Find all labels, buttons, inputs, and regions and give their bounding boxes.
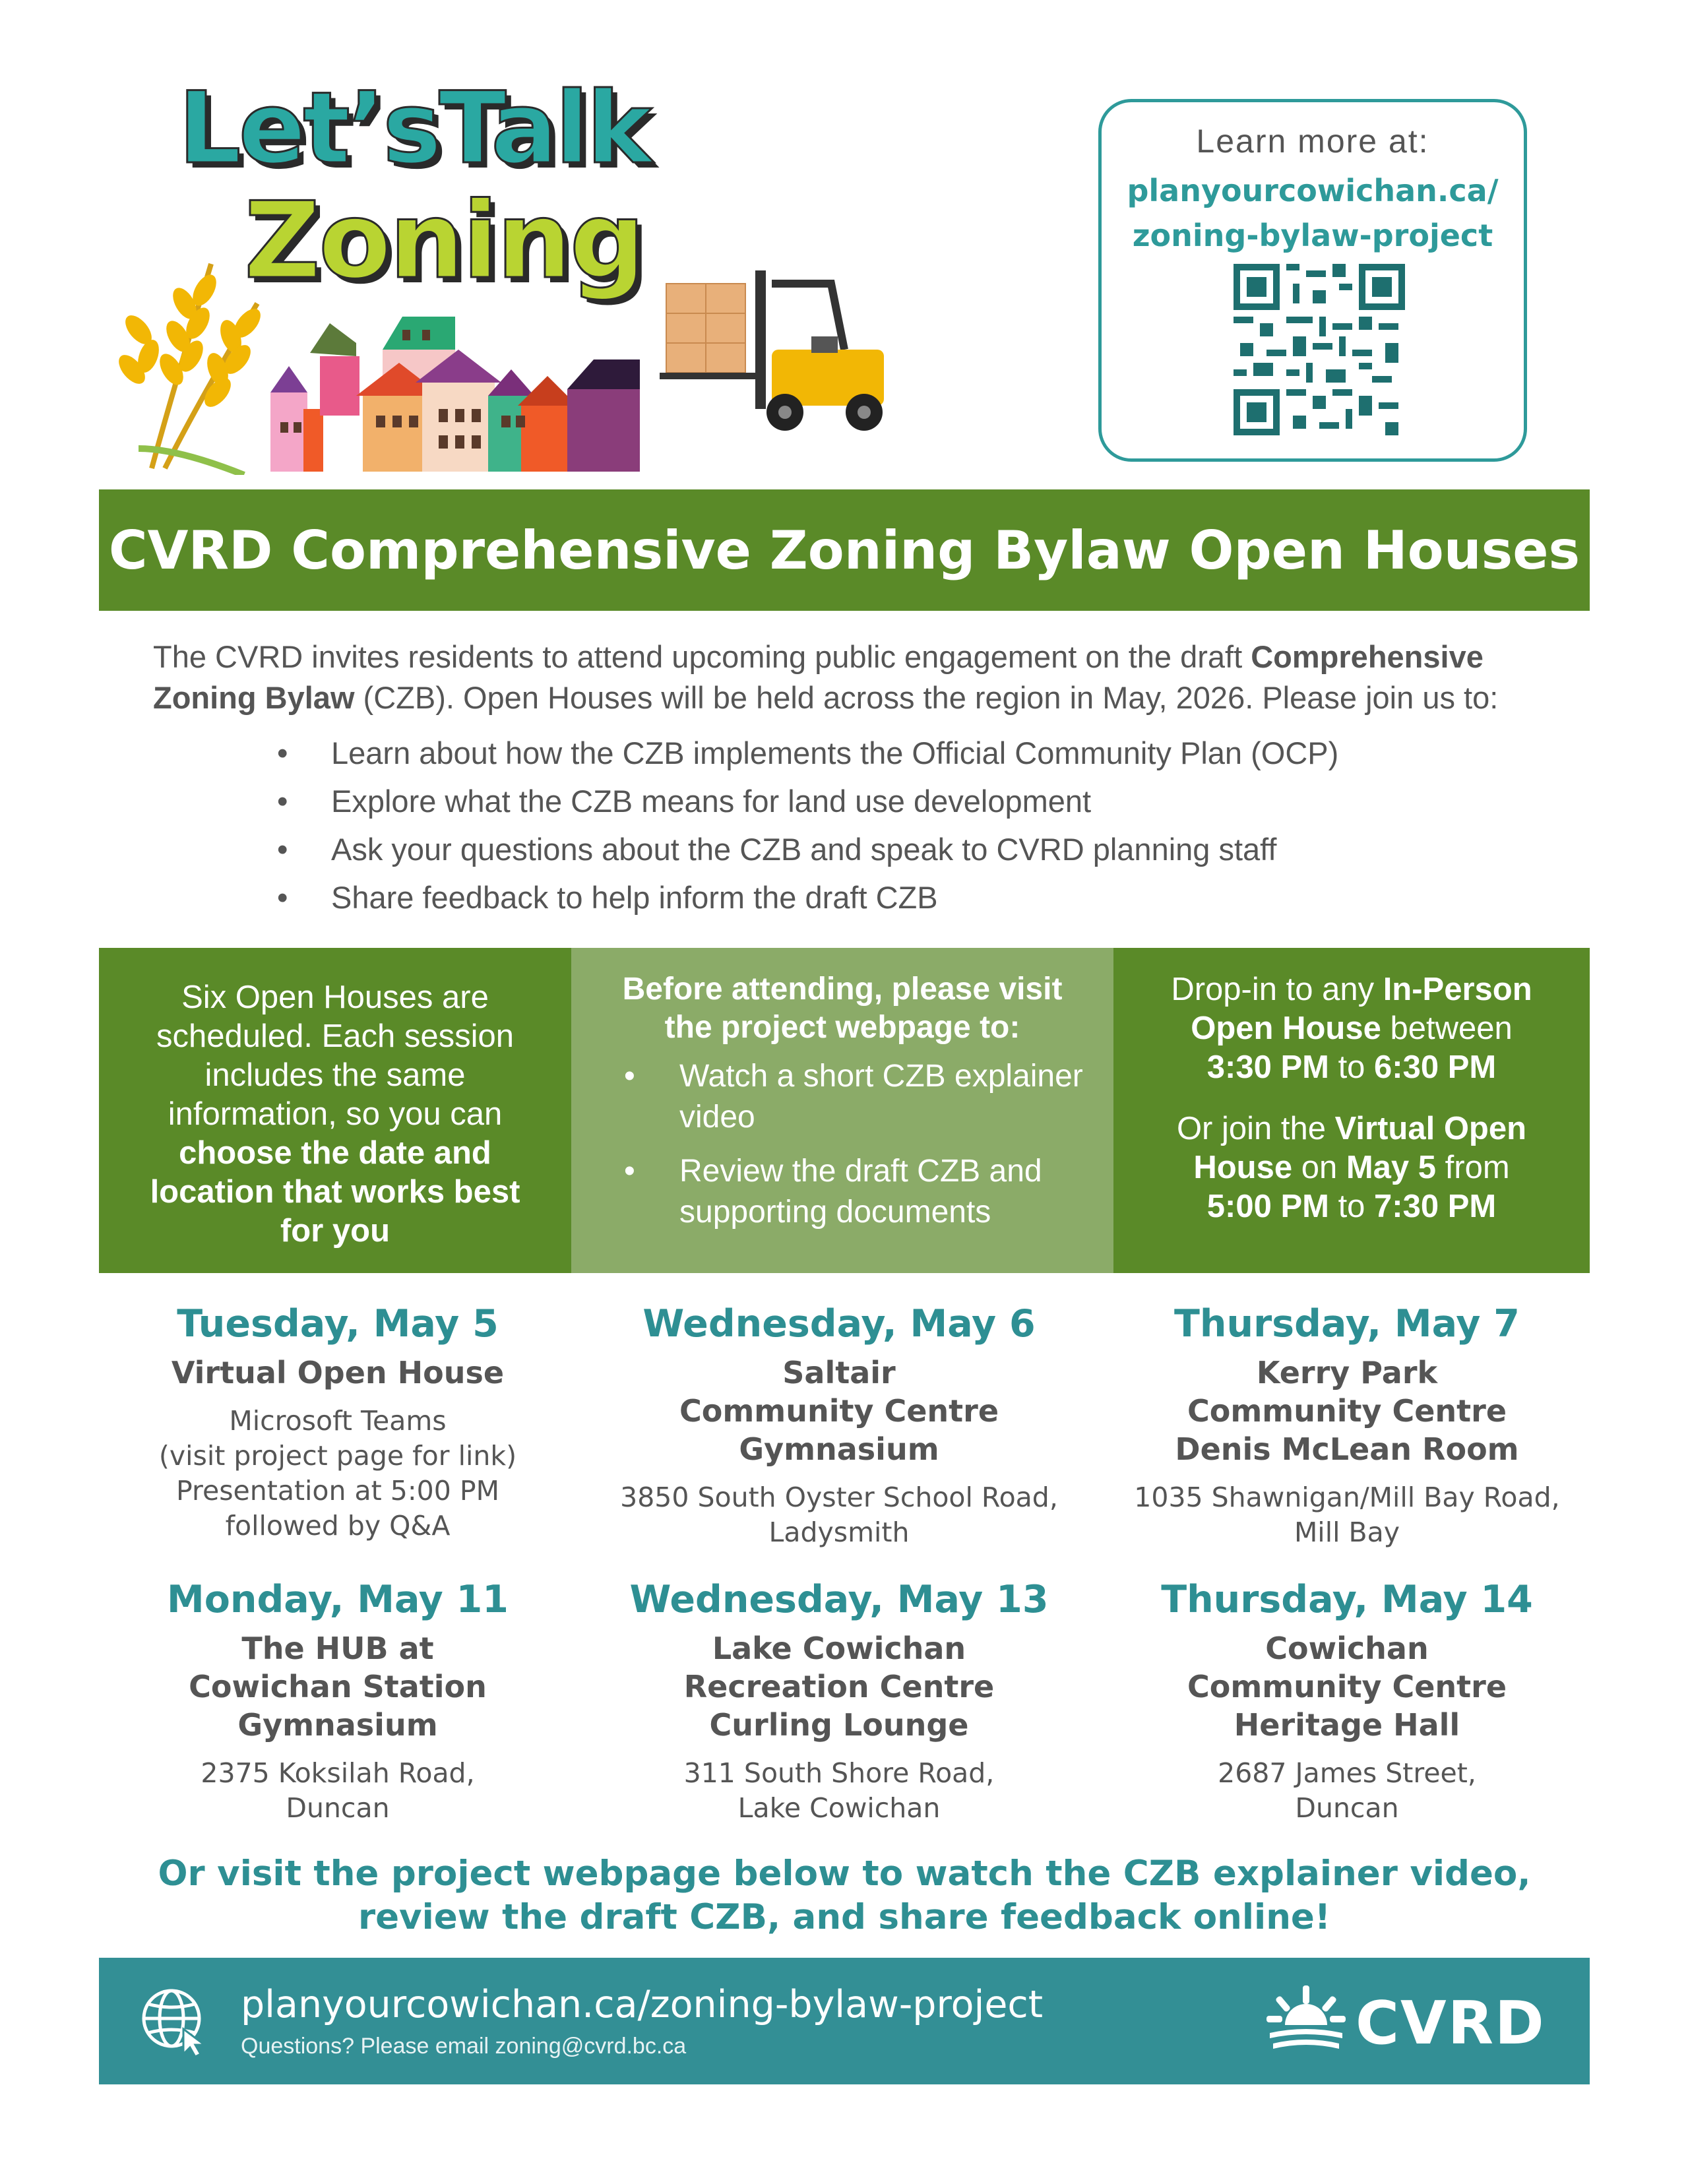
venue-line: Heritage Hall: [1234, 1707, 1460, 1743]
event-venue: [1090, 1354, 1604, 1468]
event-address: [582, 1480, 1096, 1550]
address-line: Microsoft Teams: [229, 1405, 447, 1437]
venue-line: Denis McLean Room: [1175, 1431, 1519, 1467]
virtual-text: on: [1292, 1150, 1346, 1185]
virtual-text: from: [1436, 1150, 1510, 1185]
houses-illustration: [270, 317, 640, 472]
header-illustration: [112, 251, 904, 475]
schedule-info-panel: [99, 948, 571, 1273]
closing-line-1: Or visit the project webpage below to watch the CZB explainer video,: [158, 1854, 1531, 1894]
event-wednesday-may-6: [582, 1301, 1096, 1550]
cvrd-sun-logo: [1266, 1985, 1346, 2058]
event-address: [80, 1404, 595, 1544]
address-line: Mill Bay: [1294, 1516, 1400, 1548]
virtual-text: Or join the: [1176, 1111, 1335, 1146]
schedule-info-text: Six Open Houses are scheduled. Each session includes the same information, so you can: [156, 980, 515, 1132]
venue-line: Community Centre: [1187, 1669, 1507, 1704]
venue-line: Kerry Park: [1256, 1355, 1438, 1390]
intro-bullet: • Learn about how the CZB implements the Official Community Plan (OCP): [277, 729, 1530, 777]
footer-question-text[interactable]: Questions? Please email zoning@cvrd.bc.ca: [241, 2034, 687, 2059]
intro-text-1: The CVRD invites residents to attend upcoming public engagement on the draft: [153, 639, 1251, 674]
venue-line: Community Centre: [679, 1393, 999, 1429]
cvrd-logo: [1266, 1985, 1550, 2058]
venue-line: Cowichan: [1265, 1631, 1429, 1666]
before-attending-list: [598, 1056, 1087, 1233]
event-thursday-may-7: [1090, 1301, 1604, 1550]
address-line: Presentation at 5:00 PM: [176, 1475, 499, 1507]
event-venue: [80, 1629, 595, 1744]
venue-line: Community Centre: [1187, 1393, 1507, 1429]
event-day: Wednesday, May 6: [642, 1302, 1036, 1346]
intro-bullet-list: [277, 729, 1530, 921]
event-venue: [582, 1629, 1096, 1744]
address-line: 311 South Shore Road,: [683, 1757, 995, 1789]
learn-more-url-line-1[interactable]: planyourcowichan.ca/: [1127, 173, 1499, 208]
venue-line: Gymnasium: [739, 1431, 939, 1467]
virtual-end: 7:30 PM: [1374, 1189, 1497, 1224]
event-address: [582, 1756, 1096, 1826]
before-attending-heading: Before attending, please visit the project webpage to:: [622, 972, 1063, 1045]
venue-line: Virtual Open House: [171, 1355, 505, 1390]
learn-more-url[interactable]: [1102, 168, 1524, 258]
address-line: 2687 James Street,: [1218, 1757, 1476, 1789]
event-day: Monday, May 11: [167, 1578, 509, 1621]
venue-line: Recreation Centre: [683, 1669, 995, 1704]
intro-bold: Comprehensive Zoning Bylaw: [153, 639, 1484, 715]
wheat-icon: [114, 264, 266, 475]
footer-bar: [99, 1958, 1590, 2084]
event-wednesday-may-13: [582, 1576, 1096, 1826]
learn-more-url-line-2[interactable]: zoning-bylaw-project: [1132, 218, 1493, 253]
address-line: (visit project page for link): [158, 1440, 517, 1472]
address-line: 1035 Shawnigan/Mill Bay Road,: [1134, 1482, 1560, 1513]
virtual-date: May 5: [1346, 1150, 1437, 1185]
venue-line: The HUB at: [241, 1631, 434, 1666]
schedule-info-bold: choose the date and location that works best for you: [150, 1135, 520, 1249]
venue-line: Gymnasium: [237, 1707, 438, 1743]
event-day: Tuesday, May 5: [177, 1302, 499, 1346]
event-thursday-may-14: [1090, 1576, 1604, 1826]
virtual-text: to: [1329, 1189, 1375, 1224]
closing-line-2: review the draft CZB, and share feedback online!: [358, 1897, 1331, 1937]
address-line: followed by Q&A: [225, 1510, 451, 1542]
before-attending-panel: [571, 948, 1113, 1273]
event-day: Thursday, May 7: [1174, 1302, 1520, 1346]
virtual-bold: Virtual Open House: [1193, 1111, 1527, 1185]
address-line: Duncan: [1295, 1792, 1399, 1824]
forklift-illustration: [660, 270, 884, 431]
intro-bullet: • Ask your questions about the CZB and speak to CVRD planning staff: [277, 825, 1530, 873]
venue-line: Saltair: [782, 1355, 896, 1390]
event-venue: [80, 1354, 595, 1392]
qr-code[interactable]: [1234, 264, 1405, 435]
venue-line: Cowichan Station: [189, 1669, 487, 1704]
intro-text-2: (CZB). Open Houses will be held across the region in May, 2026. Please join us to:: [354, 680, 1499, 715]
address-line: Duncan: [286, 1792, 390, 1824]
event-venue: [582, 1354, 1096, 1468]
event-tuesday-may-5: [80, 1301, 595, 1544]
logo-line-2: Zoning: [244, 179, 644, 302]
event-day: Thursday, May 14: [1161, 1578, 1533, 1621]
in-person-bold: In-Person Open House: [1191, 972, 1532, 1046]
globe-cursor-icon: [139, 1985, 211, 2058]
intro-bullet: • Share feedback to help inform the draft CZB: [277, 873, 1530, 921]
in-person-text: to: [1329, 1049, 1375, 1085]
event-address: [80, 1756, 595, 1826]
address-line: 2375 Koksilah Road,: [201, 1757, 475, 1789]
in-person-text: Drop-in to any: [1171, 972, 1383, 1007]
page-title-banner: CVRD Comprehensive Zoning Bylaw Open Houses: [99, 489, 1590, 611]
intro-paragraph: [153, 637, 1551, 718]
event-address: [1090, 1756, 1604, 1826]
learn-more-box: [1098, 99, 1527, 462]
venue-line: Lake Cowichan: [712, 1631, 966, 1666]
virtual-start: 5:00 PM: [1206, 1189, 1329, 1224]
virtual-times: [1140, 1109, 1563, 1226]
address-line: Ladysmith: [768, 1516, 910, 1548]
in-person-start: 3:30 PM: [1206, 1049, 1329, 1085]
event-day: Wednesday, May 13: [629, 1578, 1049, 1621]
footer-url-link[interactable]: planyourcowichan.ca/zoning-bylaw-project: [241, 1983, 1044, 2026]
logo-line-1: Let’sTalk: [178, 71, 650, 186]
address-line: 3850 South Oyster School Road,: [620, 1482, 1058, 1513]
venue-line: Curling Lounge: [709, 1707, 969, 1743]
in-person-end: 6:30 PM: [1374, 1049, 1497, 1085]
closing-message: [99, 1852, 1590, 1939]
session-times-panel: [1113, 948, 1590, 1273]
cvrd-wordmark: CVRD: [1356, 1989, 1546, 2058]
intro-bullet: • Explore what the CZB means for land use development: [277, 777, 1530, 825]
event-address: [1090, 1480, 1604, 1550]
in-person-times: [1140, 970, 1563, 1087]
before-attending-item: • Watch a short CZB explainer video: [624, 1056, 1087, 1138]
event-venue: [1090, 1629, 1604, 1744]
in-person-text: between: [1381, 1011, 1513, 1046]
learn-more-label: Learn more at:: [1196, 123, 1429, 160]
before-attending-item: • Review the draft CZB and supporting documents: [624, 1151, 1087, 1233]
event-monday-may-11: [80, 1576, 595, 1826]
address-line: Lake Cowichan: [737, 1792, 941, 1824]
